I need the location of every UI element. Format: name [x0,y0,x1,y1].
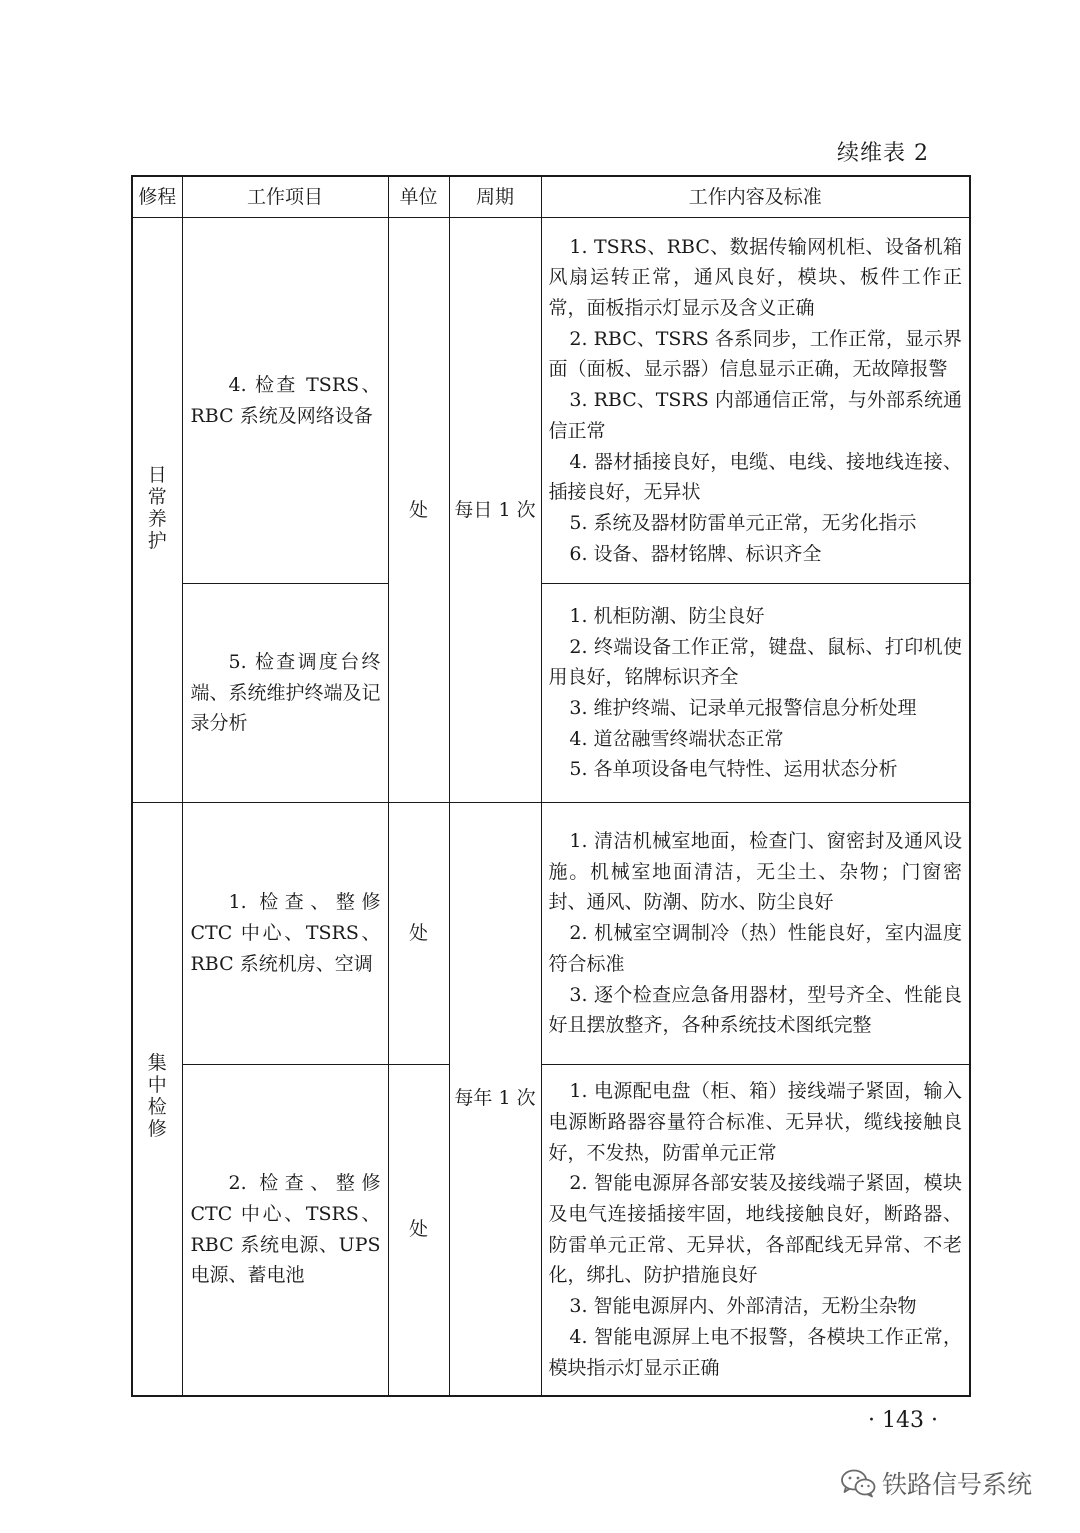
content-line: 5. 系统及器材防雷单元正常，无劣化指示 [569,511,917,534]
content-line: 1. 机柜防潮、防尘良好 [569,604,765,627]
stage-cell-daily: 日常养护 [132,218,182,803]
watermark [840,1465,1032,1501]
table-row [132,803,970,1065]
table-row [132,584,970,803]
unit-cell: 处 [388,803,449,1065]
work-item-cell: 4. 检查 TSRS、RBC 系统及网络设备 [182,218,388,584]
header-cycle: 周期 [449,176,541,218]
content-line: 1. TSRS、RBC、数据传输网机柜、设备机箱风扇运转正常，通风良好，模块、板件工作正常，面板指示灯显示及含义正确 [548,235,962,320]
header-unit: 单位 [388,176,449,218]
unit-cell: 处 [388,218,449,803]
work-item-cell: 2. 检查、整修 CTC 中心、TSRS、RBC 系统电源、UPS 电源、蓄电池 [182,1065,388,1396]
content-line: 4. 道岔融雪终端状态正常 [569,727,784,750]
cycle-cell: 每年 1 次 [449,803,541,1396]
header-stage: 修程 [132,176,182,218]
cycle-cell: 每日 1 次 [449,218,541,803]
table-caption: 续维表 2 [837,141,929,166]
content-line: 1. 清洁机械室地面，检查门、窗密封及通风设施。机械室地面清洁，无尘土、杂物；门窗密封、通风、防潮、防水、防尘良好 [548,830,962,914]
content-line: 2. 终端设备工作正常，键盘、鼠标、打印机使用良好，铭牌标识齐全 [548,635,962,689]
work-item-cell: 5. 检查调度台终端、系统维护终端及记录分析 [182,584,388,803]
content-line: 6. 设备、器材铭牌、标识齐全 [569,542,822,565]
content-line: 3. 逐个检查应急备用器材，型号齐全、性能良好且摆放整齐，各种系统技术图纸完整 [548,983,962,1037]
content-cell [541,803,970,1065]
watermark-text: 铁路信号系统 [882,1470,1033,1499]
content-line: 2. 智能电源屏各部安装及接线端子紧固，模块及电气连接插接牢固，地线接触良好，断路器、防雷单元正常、无异状，各部配线无异常、不老化，绑扎、防护措施良好 [548,1172,962,1287]
content-line: 4. 器材插接良好，电缆、电线、接地线连接、插接良好，无异状 [548,450,962,504]
content-line: 3. 维护终端、记录单元报警信息分析处理 [569,697,917,719]
header-row [132,176,970,218]
unit-cell: 处 [388,1065,449,1396]
content-line: 2. 机械室空调制冷（热）性能良好，室内温度符合标准 [548,922,962,975]
content-cell [541,1065,970,1396]
table-row [132,1065,970,1396]
stage-cell-centralized: 集中检修 [132,803,182,1396]
content-cell [541,218,970,584]
content-line: 4. 智能电源屏上电不报警，各模块工作正常，模块指示灯显示正确 [548,1325,962,1379]
work-item-cell: 1. 检查、整修 CTC 中心、TSRS、RBC 系统机房、空调 [182,803,388,1065]
content-line: 3. 智能电源屏内、外部清洁，无粉尘杂物 [569,1295,917,1318]
maintenance-table [131,175,971,1397]
table-row [132,218,970,584]
content-line: 1. 电源配电盘（柜、箱）接线端子紧固，输入电源断路器容量符合标准、无异状，缆线接触良好，不发热，防雷单元正常 [548,1080,962,1164]
content-line: 3. RBC、TSRS 内部通信正常，与外部系统通信正常 [548,389,962,442]
page-number: · 143 · [868,1408,938,1433]
wechat-icon [840,1468,876,1498]
content-cell [541,584,970,803]
content-line: 5. 各单项设备电气特性、运用状态分析 [569,758,898,781]
header-item: 工作项目 [182,176,388,218]
content-line: 2. RBC、TSRS 各系同步，工作正常，显示界面（面板、显示器）信息显示正确，无故障报警 [548,327,962,381]
header-content: 工作内容及标准 [541,176,970,218]
